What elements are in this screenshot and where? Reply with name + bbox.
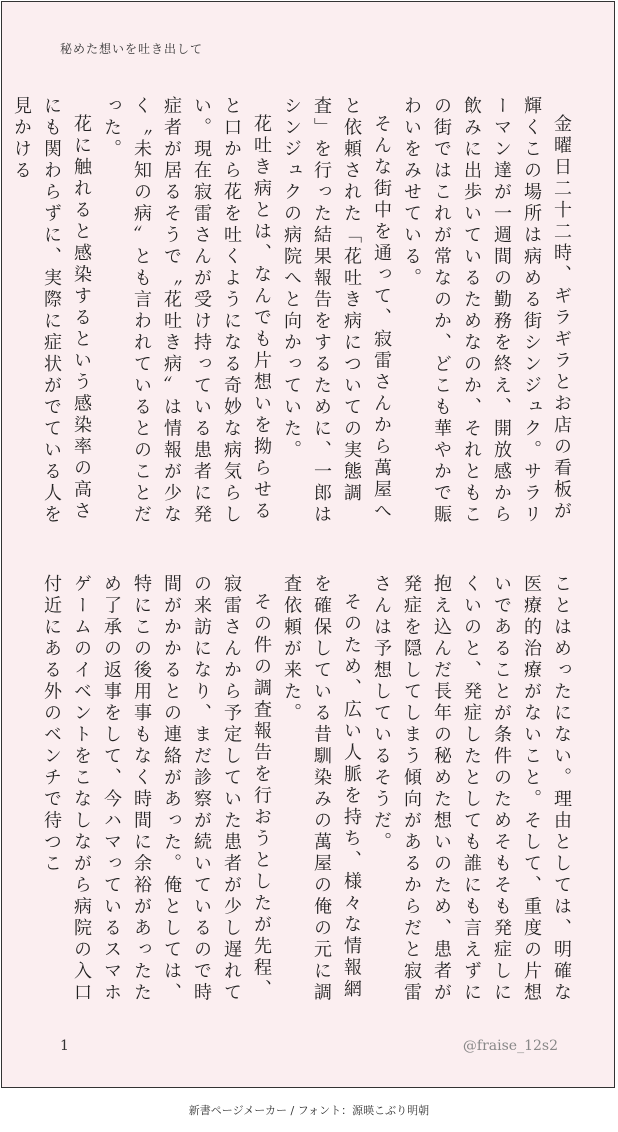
- novel-page: [1, 1, 615, 1088]
- book-title: 秘めた想いを吐き出して: [60, 42, 204, 56]
- paragraph: その件の調査報告を行おうとしたが先程、寂雷さんから予定していた患者が少し遅れての来訪になり、まだ診察が続いているので時間がかかるとの連絡があった。俺としては、特にこの後用事もなく時間に余裕があったため了承の返事をして、今ハマっているスマホゲームのイベントをこなしながら病院の入口付近にある外のベンチで待つこ: [41, 574, 272, 1004]
- bottom-text-block: [41, 574, 576, 1006]
- paragraph: 金曜日二十二時、ギラギラとお店の看板が輝くこの場所は病める街シンジュク。サラリーマン達が一週間の勤務を終え、開放感から飲みに出歩いているためなのか、それともこの街ではこれが常なのか、どこも華やかで賑わいをみせている。: [401, 96, 572, 526]
- paragraph: 花に触れると感染するという感染率の高さにも関わらずに、実際に症状がでている人を見かける: [11, 96, 92, 526]
- page-number: 1: [60, 1038, 69, 1054]
- top-text-block: [11, 96, 576, 528]
- paragraph: そのため、広い人脈を持ち、様々な情報網を確保している昔馴染みの萬屋の俺の元に調査依頼が来た。: [281, 574, 362, 1004]
- paragraph: ことはめったにない。理由としては、明確な医療的治療がないこと。そして、重度の片想いであることが条件のためそもそも発症しにくいのと、発症したとしても誰にも言えずに抱え込んだ長年の秘めた想いのため、患者が発症を隠してしまう傾向があるからだと寂雷さんは予想しているそうだ。: [371, 574, 572, 1004]
- author-handle: @fraise_12s2: [462, 1038, 558, 1054]
- footer-credit: 新書ページメーカー / フォント：源暎こぶり明朝: [188, 1104, 430, 1117]
- paragraph: そんな街中を通って、寂雷さんから萬屋へと依頼された「花吐き病についての実態調査」を行った結果報告をするために、一郎はシンジュクの病院へと向かっていた。: [281, 96, 392, 526]
- paragraph: 花吐き病とは、なんでも片想いを拗らせると口から花を吐くようになる奇妙な病気らしい。現在寂雷さんが受け持っている患者に発症者が居るそうで〝花吐き病〟は情報が少なく〝未知の病〟とも言われているとのことだった。: [101, 96, 272, 526]
